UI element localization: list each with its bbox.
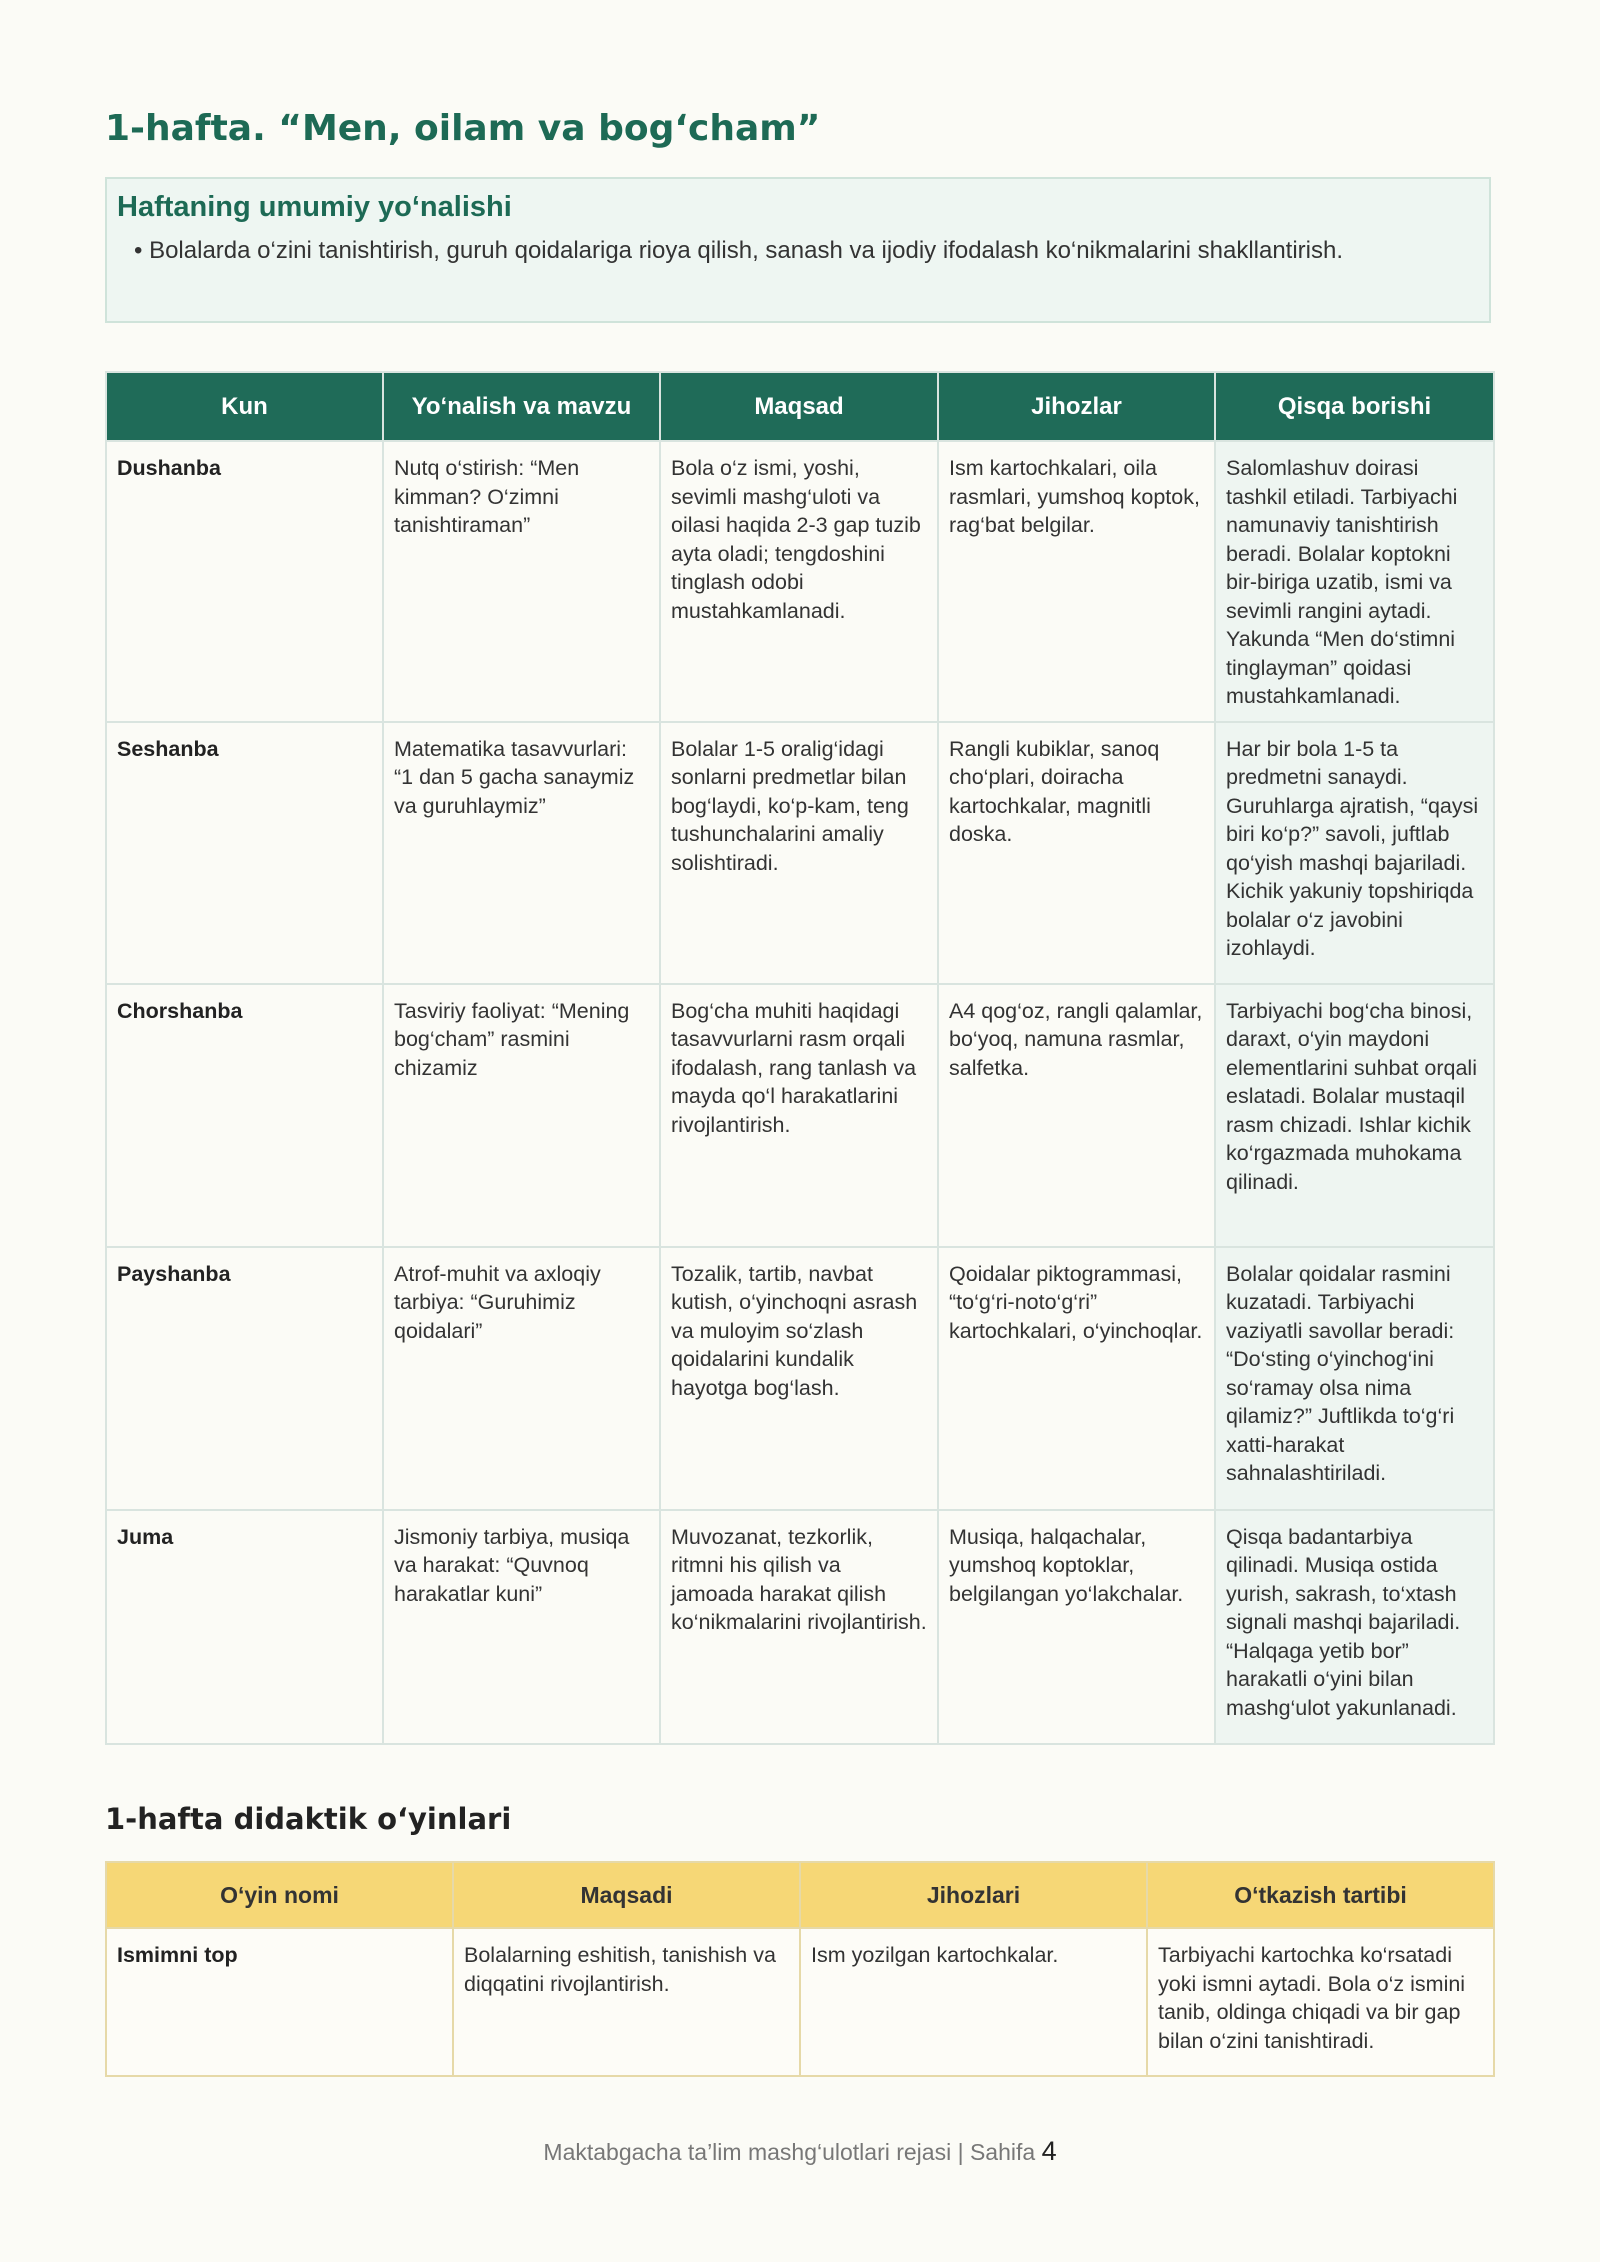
topic-cell: Jismoniy tarbiya, musiqa va harakat: “Quvnoq harakatlar kuni” (383, 1510, 660, 1744)
topic-cell: Matematika tasavvurlari: “1 dan 5 gacha sanaymiz va guruhlaymiz” (383, 722, 660, 984)
plan-header-goal: Maqsad (660, 372, 938, 441)
procedure-cell: Har bir bola 1-5 ta predmetni sanaydi. Guruhlarga ajratish, “qaysi biri ko‘p?” savoli, juftlab qo‘yish mashqi bajariladi. Kichik yakuniy topshiriqda bolalar o‘z javobini izohlaydi. (1215, 722, 1494, 984)
table-row (106, 1928, 1494, 2076)
materials-cell: Rangli kubiklar, sanoq cho‘plari, doiracha kartochkalar, magnitli doska. (938, 722, 1215, 984)
overview-title: Haftaning umumiy yo‘nalishi (117, 191, 512, 223)
day-cell: Payshanba (106, 1247, 383, 1510)
procedure-cell: Tarbiyachi bog‘cha binosi, daraxt, o‘yin maydoni elementlarini suhbat orqali eslatadi. Bolalar mustaqil rasm chizadi. Ishlar kichik ko‘rgazmada muhokama qilinadi. (1215, 984, 1494, 1247)
game-name-cell: Ismimni top (106, 1928, 453, 2076)
games-header-goal: Maqsadi (453, 1862, 800, 1928)
goal-cell: Bola o‘z ismi, yoshi, sevimli mashg‘uloti va oilasi haqida 2-3 gap tuzib ayta oladi; tengdoshini tinglash odobi mustahkamlanadi. (660, 441, 938, 722)
game-goal-cell: Bolalarning eshitish, tanishish va diqqatini rivojlantirish. (453, 1928, 800, 2076)
plan-header-row (106, 372, 1494, 441)
plan-header-day: Kun (106, 372, 383, 441)
materials-cell: A4 qog‘oz, rangli qalamlar, bo‘yoq, namuna rasmlar, salfetka. (938, 984, 1215, 1247)
topic-cell: Tasviriy faoliyat: “Mening bog‘cham” rasmini chizamiz (383, 984, 660, 1247)
plan-header-materials: Jihozlar (938, 372, 1215, 441)
day-cell: Juma (106, 1510, 383, 1744)
materials-cell: Ism kartochkalari, oila rasmlari, yumshoq koptok, rag‘bat belgilar. (938, 441, 1215, 722)
footer-text: Maktabgacha ta’lim mashg‘ulotlari rejasi | Sahifa (543, 2139, 1036, 2165)
day-cell: Chorshanba (106, 984, 383, 1247)
day-cell: Dushanba (106, 441, 383, 722)
games-header-row (106, 1862, 1494, 1928)
games-header-name: O‘yin nomi (106, 1862, 453, 1928)
table-row (106, 722, 1494, 984)
page-number: 4 (1041, 2136, 1057, 2166)
procedure-cell: Qisqa badantarbiya qilinadi. Musiqa ostida yurish, sakrash, to‘xtash signali mashqi bajariladi. “Halqaga yetib bor” harakatli o‘yini bilan mashg‘ulot yakunlanadi. (1215, 1510, 1494, 1744)
goal-cell: Bolalar 1-5 oralig‘idagi sonlarni predmetlar bilan bog‘laydi, ko‘p-kam, teng tushunchalarini amaliy solishtiradi. (660, 722, 938, 984)
table-row (106, 441, 1494, 722)
didactic-games-table (105, 1861, 1495, 2077)
page-footer (0, 2136, 1600, 2167)
materials-cell: Musiqa, halqachalar, yumshoq koptoklar, belgilangan yo‘lakchalar. (938, 1510, 1215, 1744)
weekly-plan-table (105, 371, 1495, 1745)
procedure-cell: Bolalar qoidalar rasmini kuzatadi. Tarbiyachi vaziyatli savollar beradi: “Do‘sting o‘yinchog‘ini so‘ramay olsa nima qilamiz?” Juftlikda to‘g‘ri xatti-harakat sahnalashtiriladi. (1215, 1247, 1494, 1510)
goal-cell: Tozalik, tartib, navbat kutish, o‘yinchoqni asrash va muloyim so‘zlash qoidalarini kundalik hayotga bog‘lash. (660, 1247, 938, 1510)
games-header-materials: Jihozlari (800, 1862, 1147, 1928)
games-header-procedure: O‘tkazish tartibi (1147, 1862, 1494, 1928)
procedure-cell: Salomlashuv doirasi tashkil etiladi. Tarbiyachi namunaviy tanishtirish beradi. Bolalar koptokni bir-biriga uzatib, ismi va sevimli rangini aytadi. Yakunda “Men do‘stimni tinglayman” qoidasi mustahkamlanadi. (1215, 441, 1494, 722)
game-procedure-cell: Tarbiyachi kartochka ko‘rsatadi yoki ismni aytadi. Bola o‘z ismini tanib, oldinga chiqadi va bir gap bilan o‘zini tanishtiradi. (1147, 1928, 1494, 2076)
game-materials-cell: Ism yozilgan kartochkalar. (800, 1928, 1147, 2076)
page-title: 1-hafta. “Men, oilam va bog‘cham” (105, 108, 821, 149)
table-row (106, 1247, 1494, 1510)
goal-cell: Bog‘cha muhiti haqidagi tasavvurlarni rasm orqali ifodalash, rang tanlash va mayda qo‘l harakatlarini rivojlantirish. (660, 984, 938, 1247)
plan-header-procedure: Qisqa borishi (1215, 372, 1494, 441)
games-section-title: 1-hafta didaktik o‘yinlari (105, 1802, 512, 1836)
table-row (106, 1510, 1494, 1744)
overview-text: • Bolalarda o‘zini tanishtirish, guruh qoidalariga rioya qilish, sanash va ijodiy ifodalash ko‘nikmalarini shakllantirish. (134, 237, 1344, 264)
day-cell: Seshanba (106, 722, 383, 984)
goal-cell: Muvozanat, tezkorlik, ritmni his qilish va jamoada harakat qilish ko‘nikmalarini rivojlantirish. (660, 1510, 938, 1744)
table-row (106, 984, 1494, 1247)
materials-cell: Qoidalar piktogrammasi, “to‘g‘ri-noto‘g‘ri” kartochkalari, o‘yinchoqlar. (938, 1247, 1215, 1510)
topic-cell: Nutq o‘stirish: “Men kimman? O‘zimni tanishtiraman” (383, 441, 660, 722)
topic-cell: Atrof-muhit va axloqiy tarbiya: “Guruhimiz qoidalari” (383, 1247, 660, 1510)
plan-header-topic: Yo‘nalish va mavzu (383, 372, 660, 441)
weekly-overview-box (105, 177, 1491, 323)
